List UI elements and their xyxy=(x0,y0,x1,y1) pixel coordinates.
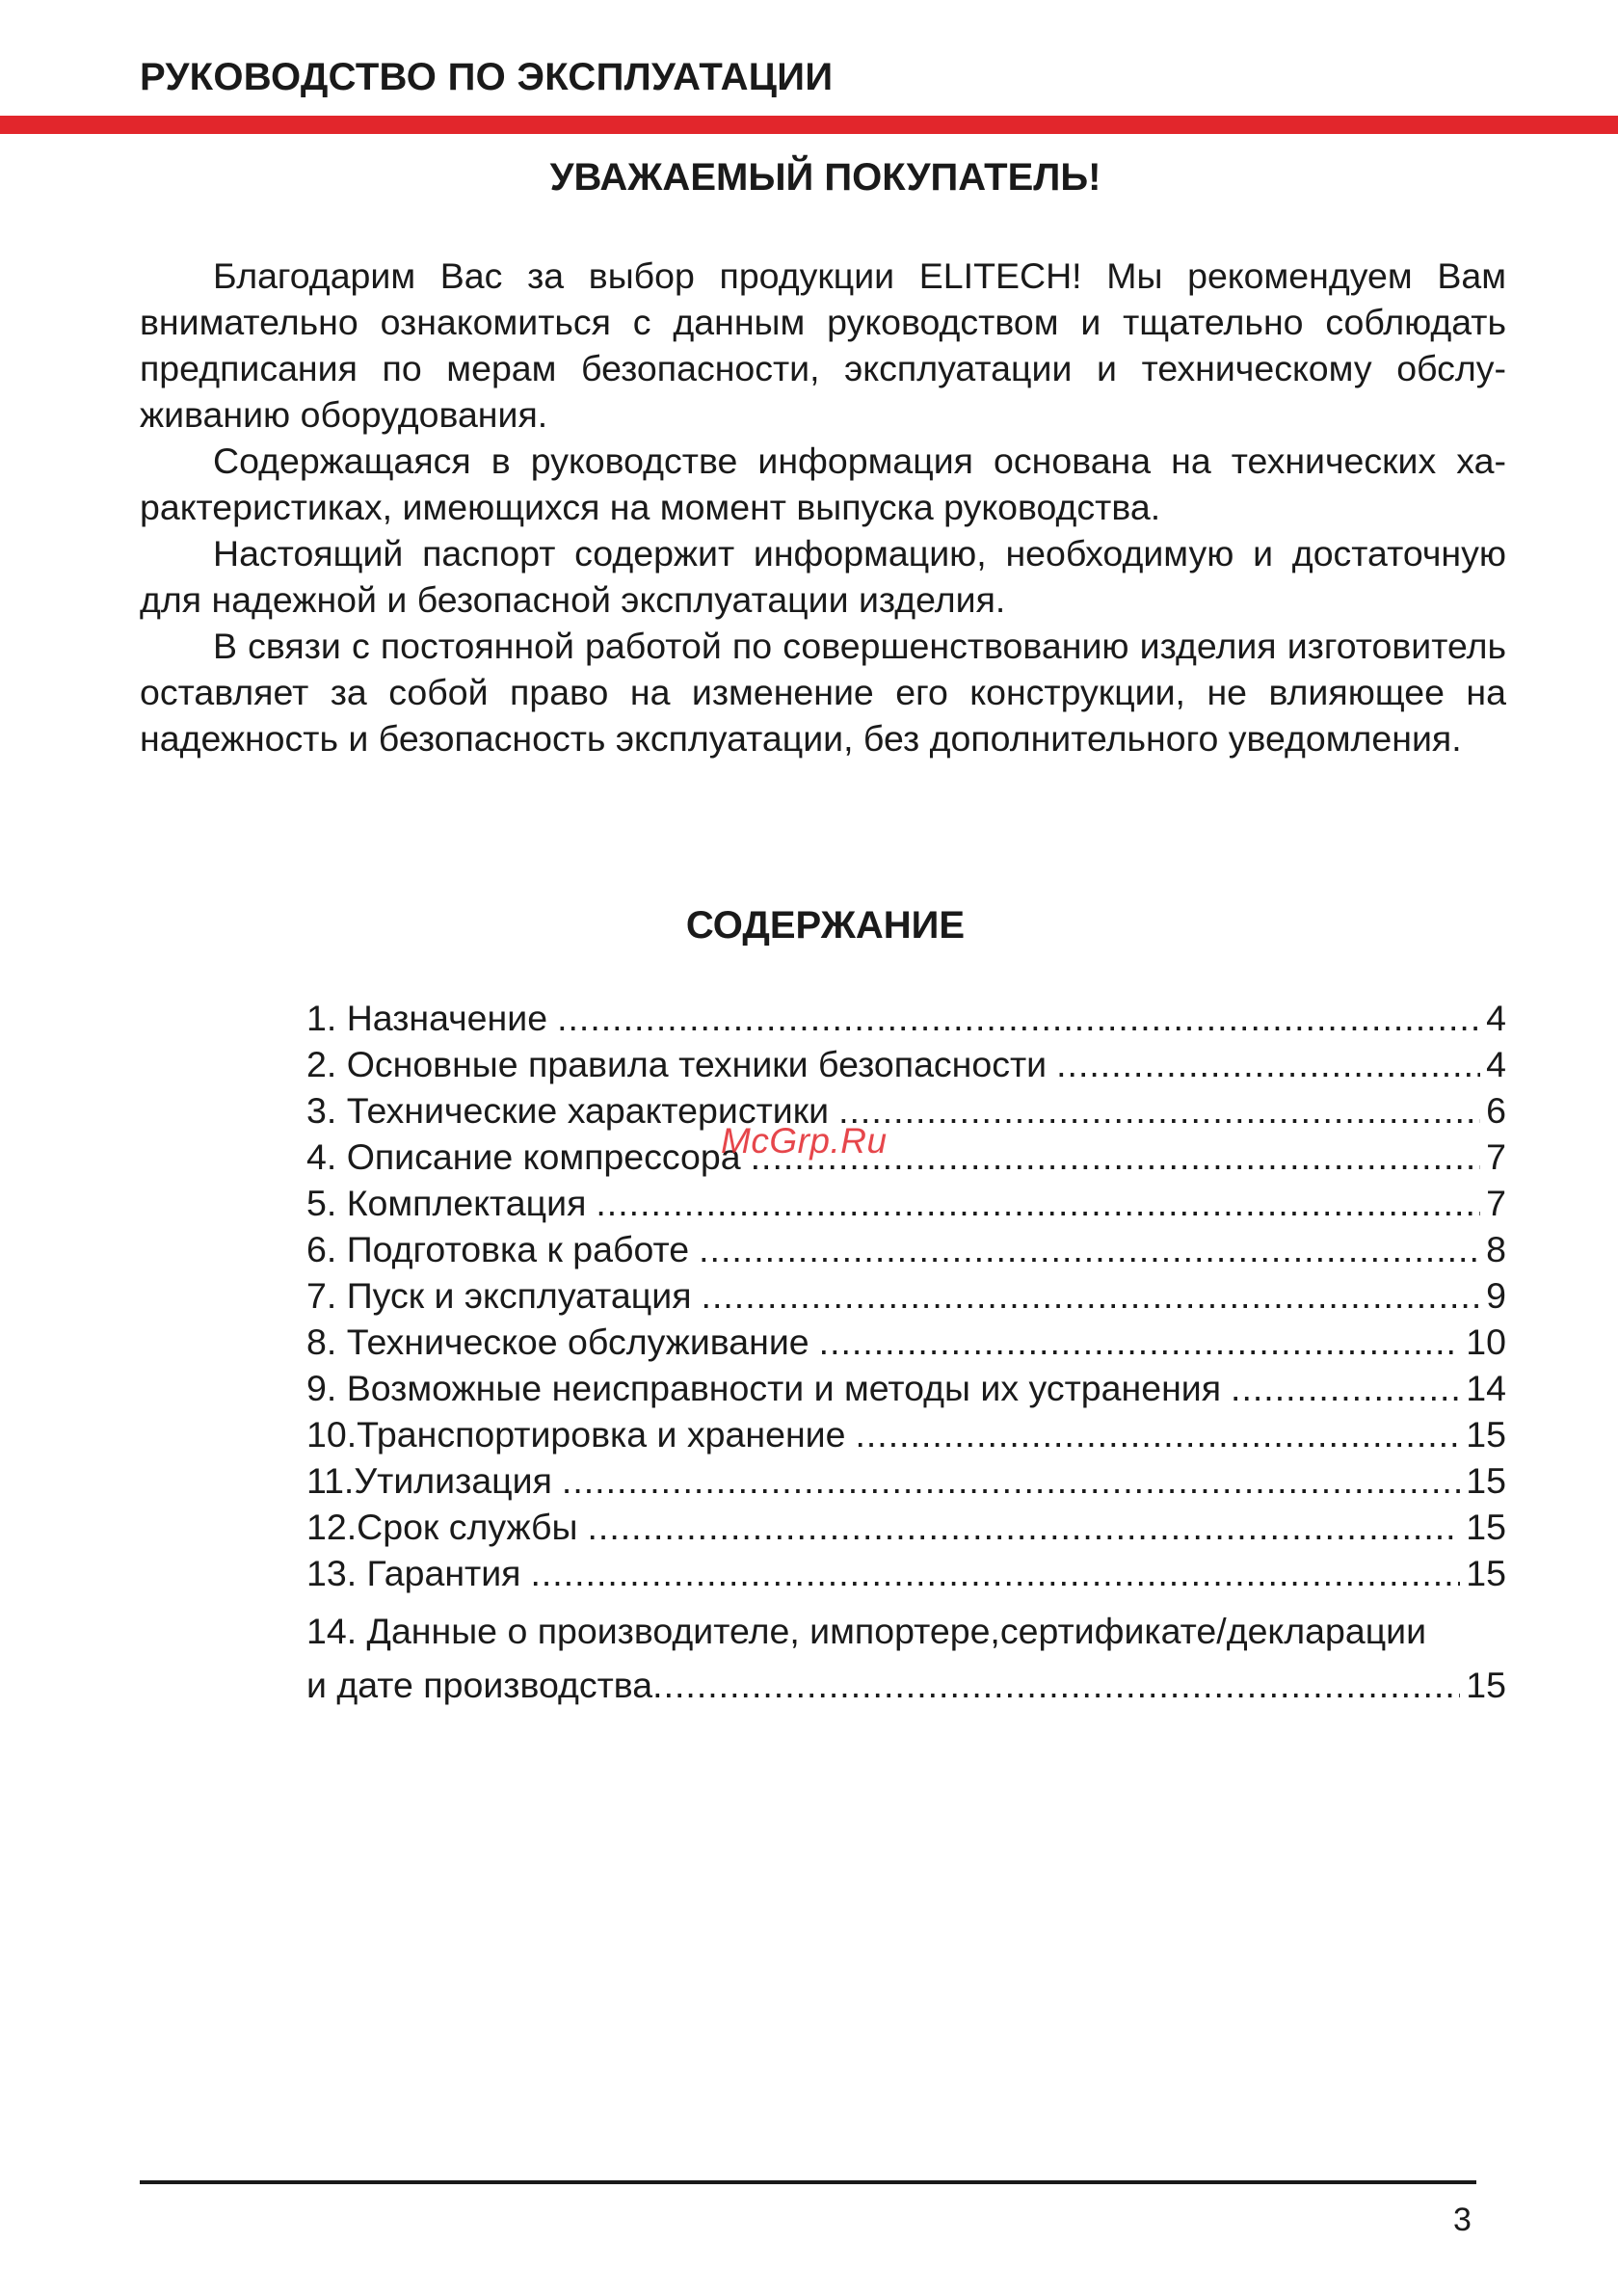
toc-item-label: 8. Техническое обслуживание xyxy=(306,1322,809,1362)
toc-item-label: 7. Пуск и эксплуатация xyxy=(306,1275,692,1316)
toc-item[interactable] xyxy=(306,1180,1506,1226)
toc-item-label: 5. Комплектация xyxy=(306,1183,587,1223)
intro-text xyxy=(140,253,1506,761)
intro-paragraph: Благодарим Вас за выбор продукции ELITECH! Мы рекомендуем Вам внимательно ознакомиться с данным руководством и тщательно соблюдать предписания по мерам безопасности, эксплуатации и техническому обслуживанию оборудования. xyxy=(140,255,1506,435)
toc-item[interactable] xyxy=(306,1087,1506,1134)
dot-leader xyxy=(1231,1365,1460,1411)
running-header-title: РУКОВОДСТВО ПО ЭКСПЛУАТАЦИИ xyxy=(140,56,834,98)
toc-item[interactable] xyxy=(306,1504,1506,1550)
toc-item[interactable] xyxy=(306,1319,1506,1365)
intro-paragraph: В связи с постоянной работой по совершенствованию изделия изготовитель оставляет за собой право на изменение его конструкции, не влияющее на надежность и безопасность эксплуатации, без дополнительного уведомления. xyxy=(140,626,1506,759)
toc-item-label: 9. Возможные неисправности и методы их устранения xyxy=(306,1368,1222,1408)
toc-item-page: 15 xyxy=(1466,1507,1506,1547)
dot-leader xyxy=(855,1411,1460,1457)
toc-item-page: 9 xyxy=(1486,1275,1506,1316)
toc-item-label: 10.Транспортировка и хранение xyxy=(306,1414,846,1455)
toc-item[interactable] xyxy=(306,1365,1506,1411)
toc-item-label: 4. Описание компрессора xyxy=(306,1136,741,1177)
toc-item-label: 12.Срок службы xyxy=(306,1507,578,1547)
watermark: McGrp.Ru xyxy=(721,1121,888,1161)
dot-leader xyxy=(1056,1041,1480,1087)
toc-item-label: 3. Технические характеристики xyxy=(306,1090,830,1131)
toc-item-page: 10 xyxy=(1466,1322,1506,1362)
toc-item-page: 8 xyxy=(1486,1229,1506,1269)
dot-leader xyxy=(562,1457,1460,1504)
toc-item-page: 4 xyxy=(1486,1044,1506,1084)
greeting-heading: УВАЖАЕМЫЙ ПОКУПАТЕЛЬ! xyxy=(549,156,1101,199)
toc-item[interactable] xyxy=(306,1134,1506,1180)
toc-item[interactable] xyxy=(306,1457,1506,1504)
toc-item-page: 15 xyxy=(1466,1553,1506,1593)
toc-item[interactable] xyxy=(306,1041,1506,1087)
toc-item-label: и дате производства xyxy=(306,1665,653,1705)
dot-leader xyxy=(557,995,1480,1041)
header-accent-bar xyxy=(0,116,1618,134)
intro-paragraph: Настоящий паспорт содержит информацию, необходимую и достаточную для надежной и безопасной эксплуатации изделия. xyxy=(140,533,1506,620)
toc-item[interactable] xyxy=(306,1226,1506,1272)
footer-divider xyxy=(140,2180,1476,2184)
toc-item-label: 11.Утилизация xyxy=(306,1460,552,1501)
toc-item[interactable] xyxy=(306,1272,1506,1319)
dot-leader xyxy=(596,1180,1480,1226)
dot-leader xyxy=(838,1087,1480,1134)
dot-leader xyxy=(652,1658,1460,1712)
dot-leader xyxy=(699,1226,1480,1272)
toc-item-page: 15 xyxy=(1466,1665,1506,1705)
dot-leader xyxy=(819,1319,1461,1365)
dot-leader xyxy=(588,1504,1461,1550)
toc-item-label: 13. Гарантия xyxy=(306,1553,521,1593)
toc-item-label: 14. Данные о производителе, импортере,сертификате/декларации xyxy=(306,1611,1427,1651)
toc-item-page: 6 xyxy=(1486,1090,1506,1131)
toc-item-label: 6. Подготовка к работе xyxy=(306,1229,690,1269)
toc-item-last-line1[interactable] xyxy=(306,1604,1506,1658)
toc-item[interactable] xyxy=(306,995,1506,1041)
toc-item-page: 15 xyxy=(1466,1460,1506,1501)
toc-item[interactable] xyxy=(306,1550,1506,1596)
toc-item-label: 1. Назначение xyxy=(306,998,548,1038)
toc-item-page: 7 xyxy=(1486,1183,1506,1223)
toc-item-page: 4 xyxy=(1486,998,1506,1038)
toc-item-page: 14 xyxy=(1466,1368,1506,1408)
toc-item[interactable] xyxy=(306,1411,1506,1457)
toc-item-label: 2. Основные правила техники безопасности xyxy=(306,1044,1048,1084)
toc-item-page: 7 xyxy=(1486,1136,1506,1177)
intro-paragraph: Содержащаяся в руководстве информация основана на технических характеристиках, имеющихся на момент выпуска руководства. xyxy=(140,441,1506,527)
dot-leader xyxy=(530,1550,1460,1596)
toc-item-page: 15 xyxy=(1466,1414,1506,1455)
toc-item-last-line2[interactable] xyxy=(306,1658,1506,1712)
page-number: 3 xyxy=(1453,2202,1472,2238)
table-of-contents xyxy=(306,995,1506,1712)
dot-leader xyxy=(702,1272,1481,1319)
toc-heading: СОДЕРЖАНИЕ xyxy=(685,904,966,947)
